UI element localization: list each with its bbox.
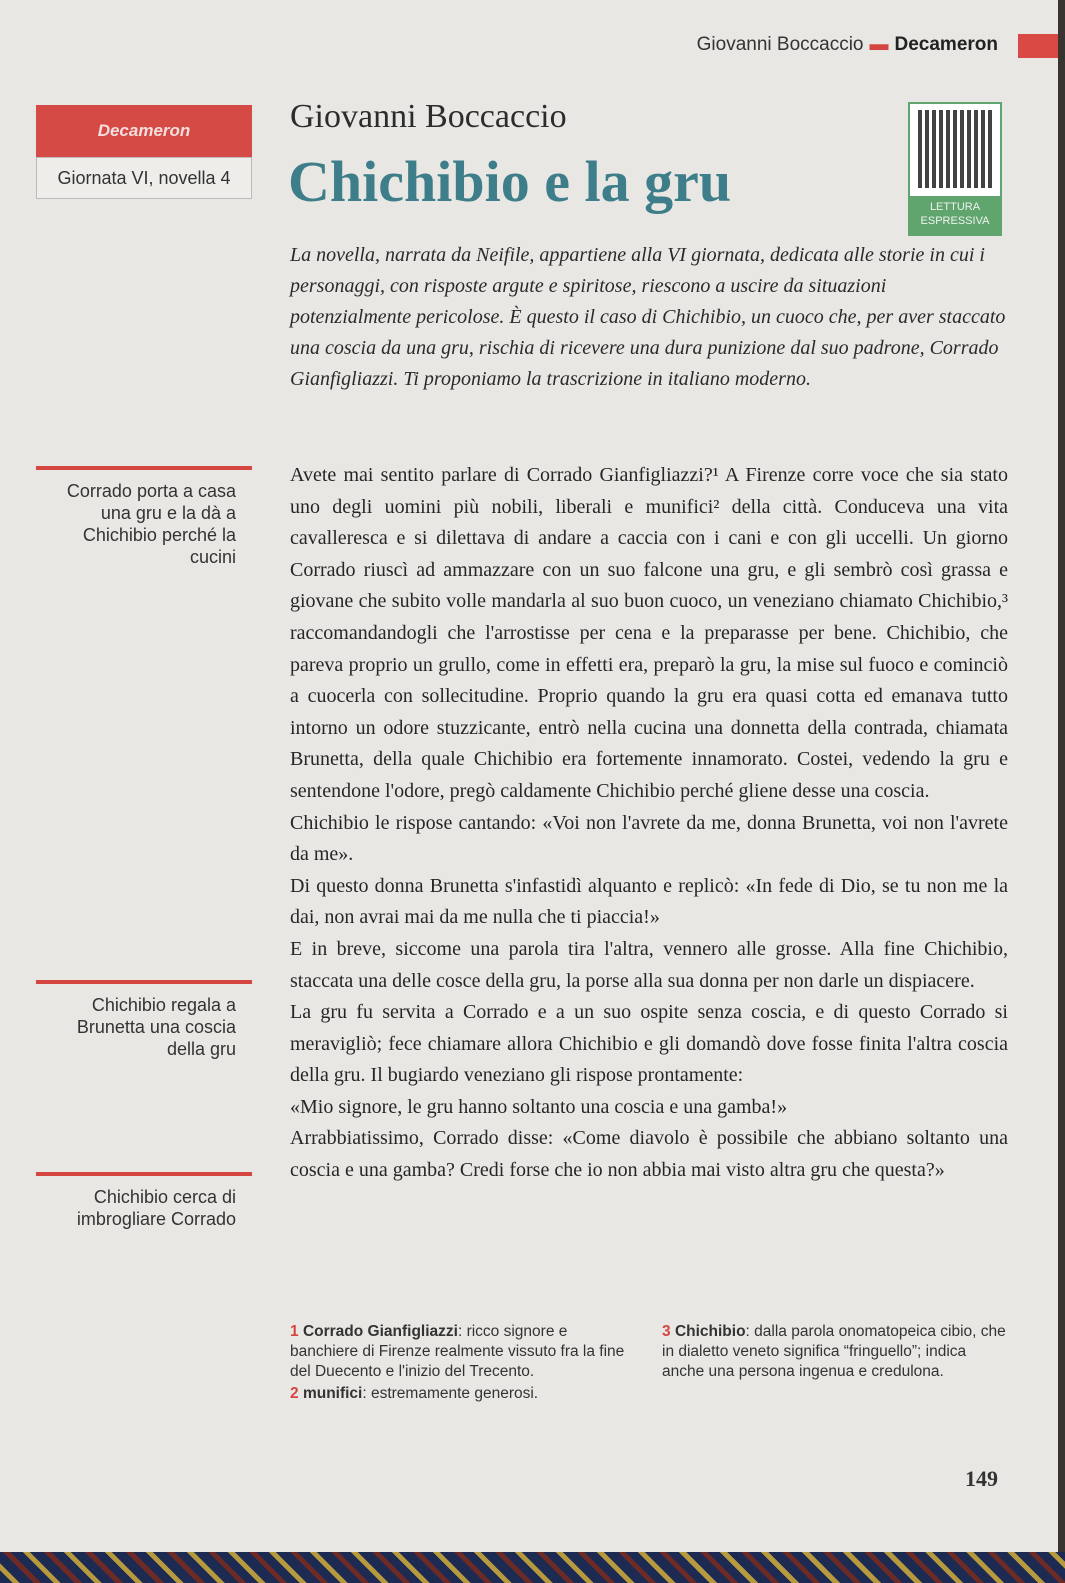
story-paragraph: Chichibio le rispose cantando: «Voi non l'avrete da me, donna Brunetta, voi non l'avrete da me». [290, 811, 1008, 866]
separator-icon: ▬ [869, 34, 889, 55]
story-text [290, 460, 1008, 1187]
footnote [290, 1322, 638, 1382]
side-note-2: Chichibio regala a Brunetta una coscia della gru [36, 980, 252, 1060]
story-paragraph: La gru fu servita a Corrado e a un suo ospite senza coscia, e di questo Corrado si meravigliò; fece chiamare allora Chichibio e gli domandò dove fosse finita l'altra coscia della gru. Il bugiardo veneziano gli rispose prontamente: [290, 1001, 1008, 1087]
footnotes-right [662, 1322, 1010, 1406]
intro-text [290, 240, 1010, 395]
story-paragraph: Di questo donna Brunetta s'infastidì alquanto e replicò: «In fede di Dio, se tu non me la dai, non avrai mai da me nulla che ti piaccia!» [290, 874, 1008, 929]
footnotes-left [290, 1322, 638, 1406]
running-head-author: Giovanni Boccaccio [696, 34, 864, 55]
story-paragraph: «Mio signore, le gru hanno soltanto una coscia e una gamba!» [290, 1095, 788, 1118]
footnote-term: Chichibio [674, 1323, 746, 1340]
side-note-1: Corrado porta a casa una gru e la dà a Chichibio perché la cucini [36, 466, 252, 568]
footnote-term: Corrado Gianfigliazzi [302, 1323, 458, 1340]
background-fabric [0, 1552, 1065, 1583]
footnote-number: 1 [290, 1323, 299, 1340]
footnote [290, 1384, 638, 1404]
qr-code-box[interactable] [908, 102, 1002, 236]
story-paragraph: Avete mai sentito parlare di Corrado Gianfigliazzi?¹ A Firenze corre voce che sia stato uno degli uomini più nobili, liberali e munifici² della città. Conduceva una vita cavalleresca e si dilettava di andare a caccia con i cani e con gli uccelli. Un giorno Corrado riuscì ad ammazzare con un suo falcone una gru, e gli sembrò così grassa e giovane che subito volle mandarla al suo buon cuoco, un veneziano chiamato Chichibio,³ raccomandandogli che l'arrostisse per cena e la preparasse per bene. Chichibio, che pareva proprio un grullo, come in effetti era, preparò la gru, la mise sul fuoco e cominciò a cuocerla con sollecitudine. Proprio quando la gru era quasi cotta ed emanava tutto intorno un odore stuzzicante, entrò nella cucina una donnetta della contrada, chiamata Brunetta, della quale Chichibio era fortemente innamorato. Costei, vedendo la gru e sentendone l'odore, pregò caldamente Chichibio perché gliene desse una coscia. [290, 464, 1008, 802]
work-tag: Decameron [36, 105, 252, 157]
footnote-number: 3 [662, 1323, 671, 1340]
story-paragraph: Arrabbiatissimo, Corrado disse: «Come diavolo è possibile che abbiano soltanto una coscia e una gamba? Credi forse che io non abbia mai visto altra gru che questa?» [290, 1127, 1008, 1182]
intro-paragraph: La novella, narrata da Neifile, appartiene alla VI giornata, dedicata alle storie in cui i personaggi, con risposte argute e spiritose, riescono a uscire da situazioni potenzialmente pericolose. È questo il caso di Chichibio, un cuoco che, per aver staccato una coscia da una gru, rischia di ricevere una dura punizione dal suo padrone, Corrado Gianfigliazzi. Ti proponiamo la trascrizione in italiano moderno. [290, 244, 1006, 390]
footnote-term: munifici [302, 1385, 363, 1402]
qr-code-icon [918, 110, 992, 188]
footnote-number: 2 [290, 1385, 299, 1402]
author-name: Giovanni Boccaccio [290, 98, 567, 135]
page-number: 149 [965, 1466, 998, 1491]
section-tag: Giornata VI, novella 4 [36, 157, 252, 199]
footnote [662, 1322, 1010, 1382]
qr-label: LETTURA ESPRESSIVA [910, 196, 1000, 234]
footnotes [290, 1322, 1010, 1406]
story-paragraph: E in breve, siccome una parola tira l'altra, vennero alle grosse. Alla fine Chichibio, staccata una delle cosce della gru, la porse alla sua donna per non darle un dispiacere. [290, 937, 1008, 992]
footnote-text: : estremamente generosi. [362, 1385, 539, 1402]
page-title: Chichibio e la gru [288, 149, 732, 214]
running-head-work: Decameron [894, 34, 998, 55]
running-head [697, 34, 998, 56]
side-note-3: Chichibio cerca di imbrogliare Corrado [36, 1172, 252, 1230]
footnote-text: : dalla parola onomatopeica cibio, che in dialetto veneto significa “fringuello”; indica anche una persona ingenua e credulona. [662, 1323, 1006, 1380]
footnote-text: : ricco signore e banchiere di Firenze realmente vissuto fra la fine del Duecento e l'inizio del Trecento. [290, 1323, 625, 1380]
header-accent-bar [1018, 34, 1058, 58]
